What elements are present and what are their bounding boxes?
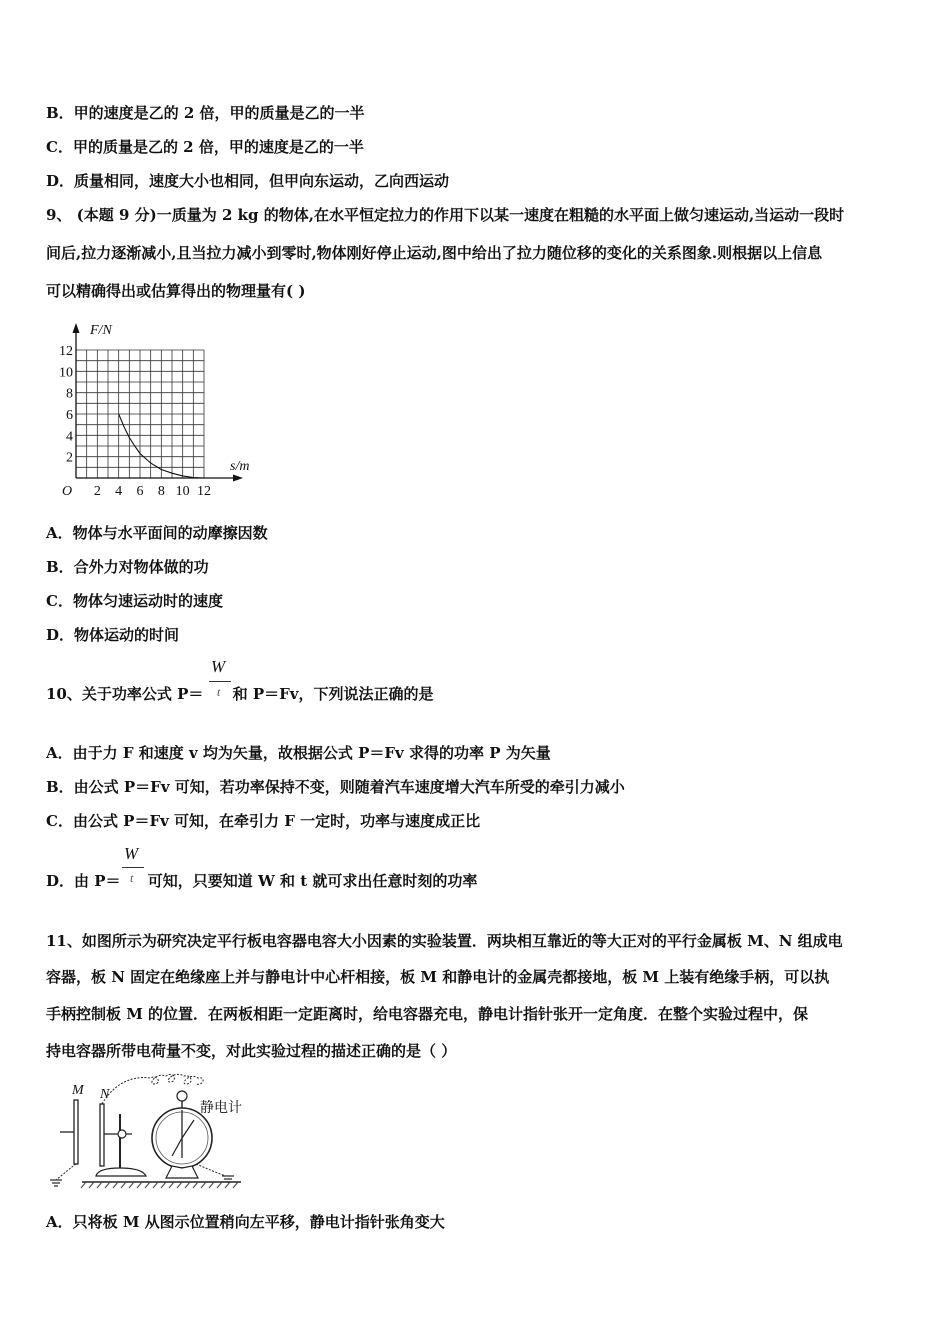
stand-base [96, 1168, 146, 1176]
q11-stem-line3: 手柄控制板 M 的位置．在两板相距一定距离时，给电容器充电，静电计指针张开一定角度．在整个实验过程中，保 [46, 1005, 809, 1023]
ground-symbol-left [50, 1180, 62, 1186]
electrometer-base [166, 1166, 198, 1178]
q11-stem-line2: 容器，板 N 固定在绝缘座上并与静电计中心杆相接，板 M 和静电计的金属壳都接地，板 M 上装有绝缘手柄，可以执 [46, 968, 830, 986]
plate-n [100, 1104, 104, 1166]
x-tick-label: 2 [93, 484, 101, 499]
x-tick-label: 6 [136, 484, 144, 499]
q11-stem-line4: 持电容器所带电荷量不变，对此实验过程的描述正确的是（ ） [46, 1042, 457, 1060]
y-tick-label: 10 [59, 365, 73, 381]
q9-option-a: A．物体与水平面间的动摩擦因数 [46, 524, 268, 542]
q9-option-d: D．物体运动的时间 [46, 626, 180, 644]
q9-option-c: C．物体匀速运动时的速度 [46, 592, 223, 610]
q10-stem-suffix: 和 P＝Fv，下列说法正确的是 [227, 685, 434, 703]
q8-option-d: D．质量相同，速度大小也相同，但甲向东运动，乙向西运动 [46, 172, 450, 190]
plate-m [74, 1100, 78, 1164]
q10-fraction-denominator: t [217, 685, 221, 699]
origin-label: O [62, 484, 73, 499]
q10-option-b: B．由公式 P＝Fv 可知，若功率保持不变，则随着汽车速度增大汽车所受的牵引力减小 [46, 778, 625, 796]
q10-option-a: A．由于力 F 和速度 v 均为矢量，故根据公式 P＝Fv 求得的功率 P 为矢量 [46, 744, 551, 762]
y-axis-label: F/N [90, 323, 112, 338]
q10-d-fraction-bar [122, 867, 144, 868]
q8-option-b: B．甲的速度是乙的 2 倍，甲的质量是乙的一半 [46, 104, 365, 122]
x-axis-label: s/m [230, 459, 250, 474]
q9-stem-line1: 9、 (本题 9 分)一质量为 2 kg 的物体,在水平恒定拉力的作用下以某一速度在粗糙的水平面上做匀速运动,当运动一段时 [46, 206, 845, 224]
connecting-wire [102, 1074, 203, 1104]
electrometer-knob [177, 1091, 187, 1101]
q10-fraction-bar [209, 681, 231, 682]
q11-stem-line1: 11、如图所示为研究决定平行板电容器电容大小因素的实验装置．两块相互靠近的等大正对的平行金属板 M、N 组成电 [46, 932, 843, 950]
electrometer-ground-wire [196, 1164, 226, 1176]
q8-option-c: C．甲的质量是乙的 2 倍，甲的速度是乙的一半 [46, 138, 364, 156]
y-tick-label: 6 [66, 408, 73, 423]
label-n: N [100, 1087, 110, 1102]
ground-hatch [81, 1182, 238, 1188]
q9-option-b: B．合外力对物体做的功 [46, 558, 209, 576]
y-tick-label: 4 [66, 429, 73, 445]
x-tick-label: 4 [115, 484, 123, 499]
x-tick-label: 10 [175, 484, 190, 499]
chart-axes [73, 323, 244, 482]
q10-d-fraction-denominator: t [130, 871, 134, 885]
y-tick-label: 2 [66, 450, 73, 466]
q10-option-d-suffix: 可知，只要知道 W 和 t 就可求出任意时刻的功率 [142, 872, 478, 890]
y-tick-label: 12 [59, 344, 73, 359]
x-tick-label: 8 [157, 484, 165, 499]
plate-m-ground-wire [56, 1164, 76, 1180]
q10-d-fraction-numerator: W [124, 844, 139, 863]
chart-grid [76, 350, 204, 478]
stand-clamp [118, 1130, 126, 1138]
y-axis-arrow [73, 323, 80, 333]
q10-option-c: C．由公式 P＝Fv 可知，在牵引力 F 一定时，功率与速度成正比 [46, 812, 481, 830]
y-tick-label: 8 [66, 386, 73, 402]
q10-stem [46, 683, 433, 704]
q10-stem-prefix: 10、关于功率公式 P＝ [46, 685, 204, 703]
x-tick-label: 12 [197, 484, 211, 499]
label-m: M [72, 1083, 84, 1098]
label-electrometer: 静电计 [200, 1101, 242, 1116]
force-displacement-chart [50, 318, 280, 503]
x-axis-arrow [233, 475, 243, 482]
q11-option-a: A．只将板 M 从图示位置稍向左平移，静电计指针张角变大 [46, 1213, 445, 1231]
capacitor-electrometer-diagram [46, 1072, 256, 1194]
chart-labels [59, 323, 249, 499]
q10-fraction-numerator: W [211, 657, 226, 676]
q9-stem-line3: 可以精确得出或估算得出的物理量有( ) [46, 282, 306, 300]
q9-stem-line2: 间后,拉力逐渐减小,且当拉力减小到零时,物体刚好停止运动,图中给出了拉力随位移的变化的关系图象.则根据以上信息 [46, 244, 823, 262]
q10-option-d [46, 870, 477, 891]
ground-symbol-right [222, 1176, 234, 1182]
q10-option-d-prefix: D．由 P＝ [46, 872, 121, 890]
